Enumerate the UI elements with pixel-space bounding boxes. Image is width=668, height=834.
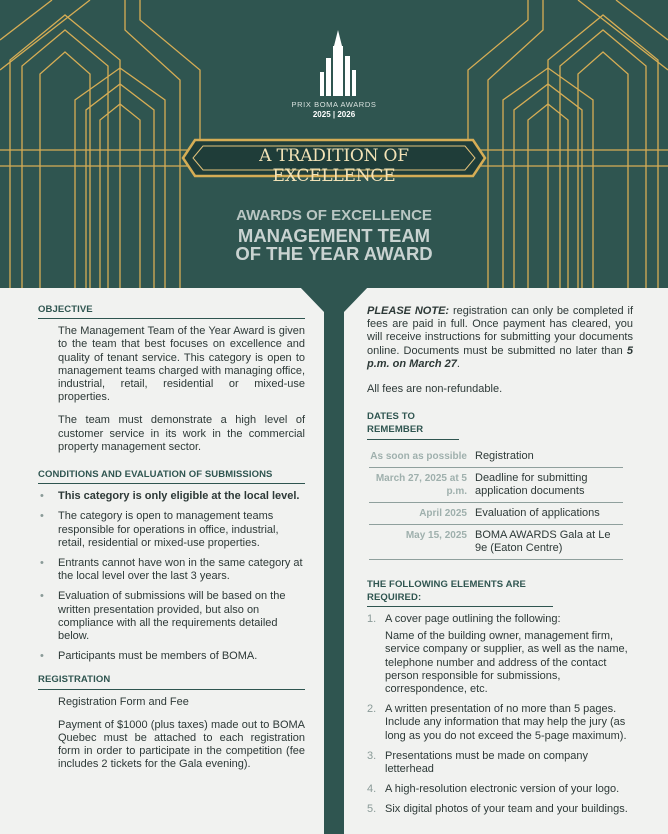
list-item: • Evaluation of submissions will be based on the written presentation provided, but also on compliance with all the requirements detailed below. (40, 590, 286, 643)
logo-caption: PRIX BOMA AWARDS (291, 100, 377, 109)
condition-text: Entrants cannot have won in the same category at the local level over the last 3 years. (58, 557, 303, 583)
objective-text-1: The Management Team of the Year Award is given to the team that best focuses on excellence and quality of tenant service. This category is open to management teams charged with managing office, industrial, retail, residential or mixed-use properties. (58, 325, 305, 404)
condition-text: Participants must be members of BOMA. (58, 650, 258, 663)
date-cell: April 2025 (369, 502, 475, 524)
event-cell: Evaluation of applications (475, 502, 623, 524)
date-cell: May 15, 2025 (369, 524, 475, 559)
required-heading: THE FOLLOWING ELEMENTS ARE REQUIRED: (367, 578, 553, 607)
condition-text: The category is open to management teams responsible for operations in office, industrial, retail, residential or mixed-use properties. (58, 510, 279, 549)
table-row (369, 502, 623, 524)
refund-note: All fees are non-refundable. (367, 383, 503, 396)
dates-table (369, 446, 623, 560)
list-item (367, 750, 633, 776)
objective-text-2: The team must demonstrate a high level of customer service in its work in the commercial property management sector. (58, 414, 305, 453)
list-item: • Participants must be members of BOMA. (40, 650, 258, 663)
right-column (367, 305, 633, 824)
logo-years: 2025 | 2026 (312, 110, 356, 119)
item-text: Presentations must be made on company letterhead (385, 749, 589, 776)
dates-heading: DATES TO REMEMBER (367, 410, 459, 439)
list-item (367, 613, 633, 696)
note-text: registration can only be completed if fees are paid in full. Once payment has cleared, you will receive instructions for submitting your documents online. Documents must be submitted no later than (367, 305, 634, 357)
item-number: 4. (367, 783, 377, 796)
item-text: A written presentation of no more than 5 pages. Include any information that may help the jury (as long as you do not exceed the 5-page maximum). (385, 703, 627, 742)
conditions-list (38, 490, 305, 663)
date-cell: As soon as possible (369, 446, 475, 468)
required-list (367, 613, 633, 817)
item-number: 3. (367, 749, 377, 762)
item-number: 5. (367, 803, 377, 816)
list-item: • The category is open to management teams responsible for operations in office, industrial, retail, residential or mixed-use properties. (40, 510, 279, 549)
event-cell: Deadline for submitting application documents (475, 467, 623, 502)
list-item (367, 703, 633, 743)
table-row (369, 467, 623, 502)
payment-note (367, 305, 633, 371)
item-text: Six digital photos of your team and your buildings. (385, 803, 628, 816)
note-deadline: 5 p.m. on March 27 (367, 344, 633, 370)
date-cell: March 27, 2025 at 5 p.m. (369, 467, 475, 502)
list-item: • Entrants cannot have won in the same category at the local level over the last 3 years. (40, 557, 303, 583)
note-end: . (456, 357, 460, 370)
condition-text: This category is only eligible at the local level. (58, 490, 300, 503)
condition-text: Evaluation of submissions will be based on the written presentation provided, but also on compliance with all the requirements detailed below. (58, 590, 286, 643)
event-cell: BOMA AWARDS Gala at Le 9e (Eaton Centre) (475, 524, 623, 559)
awards-subtitle: AWARDS OF EXCELLENCE (236, 207, 432, 224)
item-subtext: Name of the building owner, management firm, service company or supplier, as well as the name, telephone number and address of the contact person responsible for submissions, correspondence, etc. (385, 630, 628, 696)
award-title-line1: MANAGEMENT TEAM (237, 225, 431, 246)
item-text: A cover page outlining the following: (385, 613, 561, 626)
list-item: • This category is only eligible at the local level. (40, 490, 300, 503)
boma-logo (284, 96, 384, 119)
conditions-heading: CONDITIONS AND EVALUATION OF SUBMISSIONS (38, 468, 305, 484)
registration-heading: REGISTRATION (38, 673, 305, 689)
tradition-banner: A TRADITION OF EXCELLENCE (259, 146, 409, 186)
registration-subtitle: Registration Form and Fee (58, 695, 189, 708)
table-row (369, 446, 623, 468)
award-title-line2: OF THE YEAR AWARD (235, 243, 433, 264)
item-text: A high-resolution electronic version of your logo. (385, 783, 620, 796)
award-title (150, 227, 518, 263)
header-banner (0, 0, 668, 288)
event-cell: Registration (475, 446, 623, 468)
item-number: 1. (367, 613, 377, 626)
list-item (367, 783, 633, 796)
objective-heading: OBJECTIVE (38, 303, 305, 319)
table-row (369, 524, 623, 559)
registration-text: Payment of $1000 (plus taxes) made out to BOMA Quebec must be attached to each registration form in order to participate in the competition (fee includes 2 tickets for the Gala evening). (58, 718, 305, 771)
note-label: PLEASE NOTE: (367, 305, 450, 317)
item-number: 2. (367, 703, 377, 716)
left-column (38, 303, 305, 772)
list-item (367, 803, 633, 816)
